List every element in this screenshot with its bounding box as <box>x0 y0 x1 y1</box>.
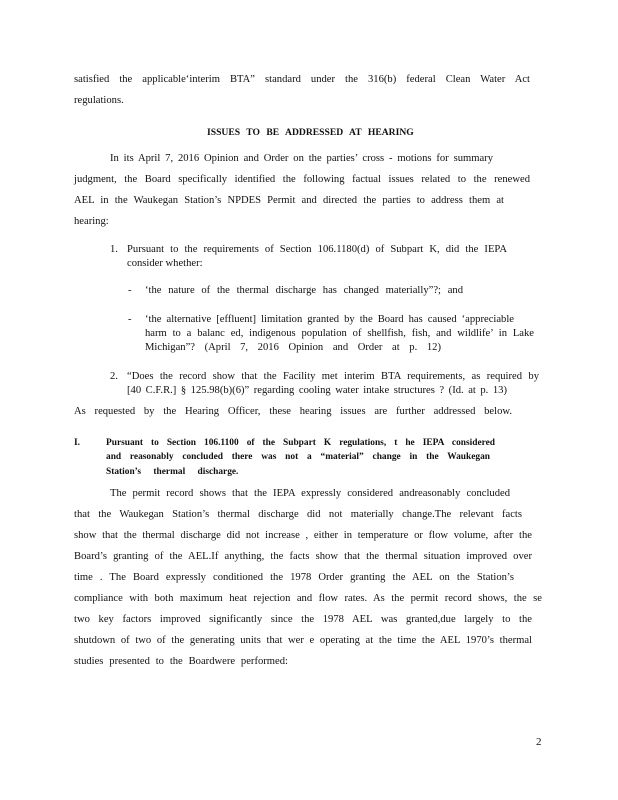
sub2-line-1: ‘the alternative [effluent] limitation granted by the Board has caused ‘appreciable <box>145 314 514 325</box>
para3-line-7: two key factors improved significantly since the 1978 AEL was granted,due largely to the <box>74 614 532 625</box>
para1-line-4: hearing: <box>74 216 109 227</box>
sub1-dash: - <box>128 285 132 296</box>
para3-line-4: Board’s granting of the AEL.If anything, the facts show that the thermal situation improved over <box>74 551 532 562</box>
item1-number: 1. <box>110 244 118 255</box>
intro-line-2: regulations. <box>74 95 124 106</box>
para3-line-5: time . The Board expressly conditioned the 1978 Order granting the AEL on the Station’s <box>74 572 514 583</box>
para3-line-6: compliance with both maximum heat rejection and flow rates. As the permit record shows, the se <box>74 593 542 604</box>
para3-line-2: that the Waukegan Station’s thermal discharge did not materially change.The relevant facts <box>74 509 522 520</box>
section-heading: ISSUES TO BE ADDRESSED AT HEARING <box>207 127 414 138</box>
para1-line-1: In its April 7, 2016 Opinion and Order on the parties’ cross - motions for summary <box>110 153 493 164</box>
intro-line-1: satisfied the applicable‘interim BTA” standard under the 316(b) federal Clean Water Act <box>74 74 530 85</box>
sub1-line-1: ‘the nature of the thermal discharge has changed materially”?; and <box>145 285 463 296</box>
para1-line-2: judgment, the Board specifically identified the following factual issues related to the renewed <box>74 174 530 185</box>
item2-number: 2. <box>110 371 118 382</box>
item2-line-1: “Does the record show that the Facility met interim BTA requirements, as required by <box>127 371 539 382</box>
section1-line-1: Pursuant to Section 106.1100 of the Subpart K regulations, t he IEPA considered <box>106 438 495 448</box>
section1-line-2: and reasonably concluded there was not a “material” change in the Waukegan <box>106 452 490 462</box>
para3-line-9: studies presented to the Boardwere performed: <box>74 656 288 667</box>
page-number: 2 <box>536 736 542 748</box>
para3-line-8: shutdown of two of the generating units that wer e operating at the time the AEL 1970’s thermal <box>74 635 532 646</box>
sub2-line-3: Michigan”? (April 7, 2016 Opinion and Order at p. 12) <box>145 342 441 353</box>
item1-line-1: Pursuant to the requirements of Section 106.1180(d) of Subpart K, did the IEPA <box>127 244 507 255</box>
item2-line-2: [40 C.F.R.] § 125.98(b)(6)” regarding cooling water intake structures ? (Id. at p. 13) <box>127 385 507 396</box>
para1-line-3: AEL in the Waukegan Station’s NPDES Permit and directed the parties to address them at <box>74 195 504 206</box>
section1-number: I. <box>74 438 80 448</box>
sub2-line-2: harm to a balanc ed, indigenous population of shellfish, fish, and wildlife’ in Lake <box>145 328 534 339</box>
item1-line-2: consider whether: <box>127 258 203 269</box>
para3-line-1: The permit record shows that the IEPA expressly considered andreasonably concluded <box>110 488 510 499</box>
section1-line-3: Station’s thermal discharge. <box>106 467 239 477</box>
sub2-dash: - <box>128 314 132 325</box>
para3-line-3: show that the thermal discharge did not increase , either in temperature or flow volume, after the <box>74 530 532 541</box>
para2: As requested by the Hearing Officer, these hearing issues are further addressed below. <box>74 406 512 417</box>
